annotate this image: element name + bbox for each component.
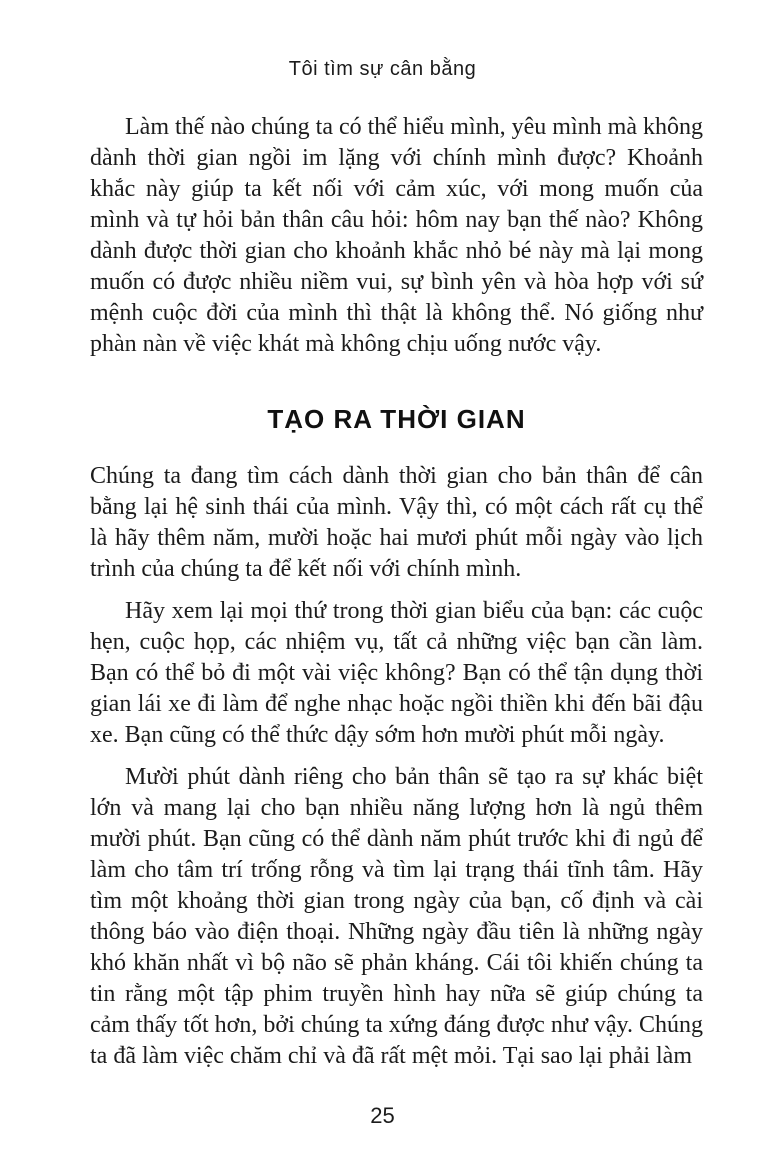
- body-text: [90, 112, 703, 1083]
- paragraph: Chúng ta đang tìm cách dành thời gian cho bản thân để cân bằng lại hệ sinh thái của mình. Vậy thì, có một cách rất cụ thể là hãy thêm năm, mười hoặc hai mươi phút mỗi ngày vào lịch trình của chúng ta để kết nối với chính mình.: [90, 463, 703, 582]
- paragraph: Làm thế nào chúng ta có thể hiểu mình, yêu mình mà không dành thời gian ngồi im lặng với chính mình được? Khoảnh khắc này giúp ta kết nối với cảm xúc, với mong muốn của mình và tự hỏi bản thân câu hỏi: hôm nay bạn thế nào? Không dành được thời gian cho khoảnh khắc nhỏ bé này mà lại mong muốn có được nhiều niềm vui, sự bình yên và hòa hợp với sứ mệnh cuộc đời của mình thì thật là không thể. Nó giống như phàn nàn về việc khát mà không chịu uống nước vậy.: [90, 114, 703, 357]
- paragraph: Mười phút dành riêng cho bản thân sẽ tạo ra sự khác biệt lớn và mang lại cho bạn nhiều năng lượng hơn là ngủ thêm mười phút. Bạn cũng có thể dành năm phút trước khi đi ngủ để làm cho tâm trí trống rỗng và tìm lại trạng thái tĩnh tâm. Hãy tìm một khoảng thời gian trong ngày của bạn, cố định và cài thông báo vào điện thoại. Những ngày đầu tiên là những ngày khó khăn nhất vì bộ não sẽ phản kháng. Cái tôi khiến chúng ta tin rằng một tập phim truyền hình hay nữa sẽ giúp chúng ta cảm thấy tốt hơn, bởi chúng ta xứng đáng được như vậy. Chúng ta đã làm việc chăm chỉ và đã rất mệt mỏi. Tại sao lại phải làm: [90, 764, 703, 1069]
- page-number: 25: [370, 1103, 395, 1128]
- running-header: Tôi tìm sự cân bằng: [288, 58, 477, 80]
- paragraph: Hãy xem lại mọi thứ trong thời gian biểu của bạn: các cuộc hẹn, cuộc họp, các nhiệm vụ, tất cả những việc bạn cần làm. Bạn có thể bỏ đi một vài việc không? Bạn có thể tận dụng thời gian lái xe đi làm để nghe nhạc hoặc ngồi thiền khi đến bãi đậu xe. Bạn cũng có thể thức dậy sớm hơn mười phút mỗi ngày.: [90, 598, 703, 748]
- section-heading: TẠO RA THỜI GIAN: [267, 404, 526, 434]
